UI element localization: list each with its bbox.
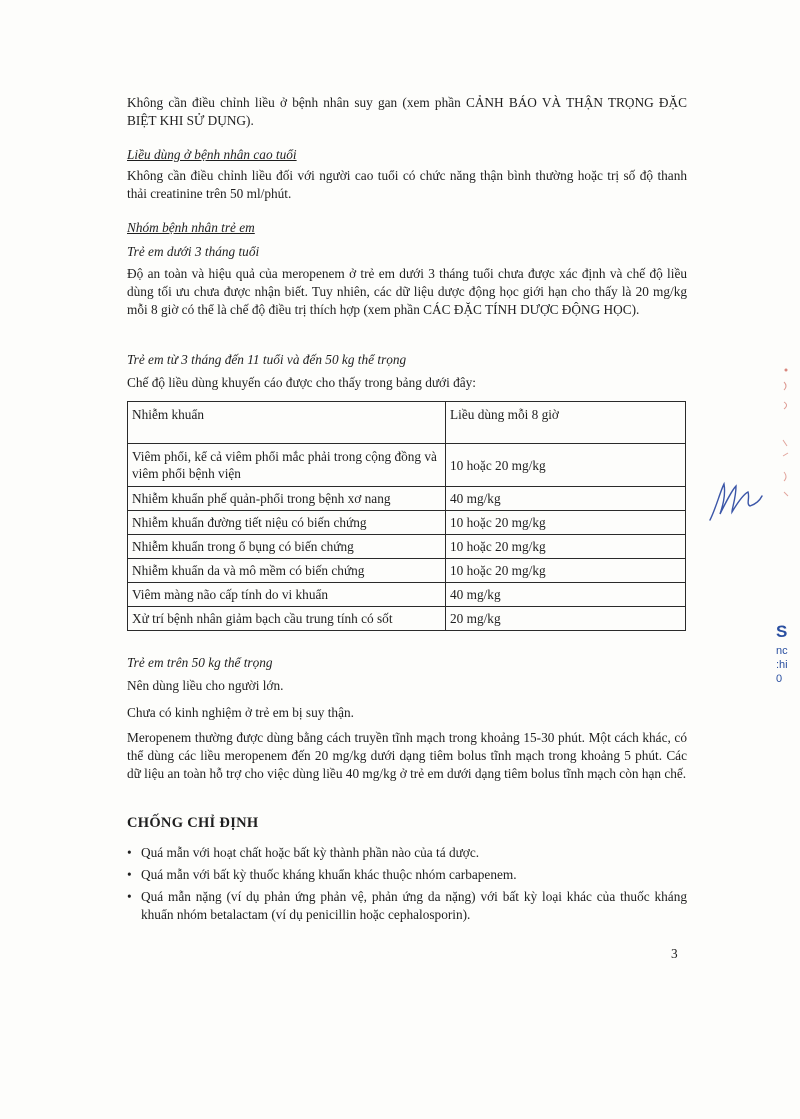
table-row xyxy=(128,487,686,511)
table-cell: Nhiễm khuẩn da và mô mềm có biến chứng xyxy=(128,559,446,583)
edge-text-fragment: nc xyxy=(776,645,788,657)
edge-stamp-fragment-icon xyxy=(772,360,792,510)
elderly-paragraph: Không cần điều chỉnh liều đối với người cao tuổi có chức năng thận bình thường hoặc trị số độ thanh thải creatinine trên 50 ml/phút. xyxy=(127,168,687,201)
table-row xyxy=(128,559,686,583)
table-header-row xyxy=(128,402,686,444)
children-heading: Nhóm bệnh nhân trẻ em xyxy=(127,220,255,235)
table-cell: 40 mg/kg xyxy=(446,487,686,511)
table-cell: Viêm màng não cấp tính do vi khuẩn xyxy=(128,583,446,607)
edge-text-fragment: :hi xyxy=(776,659,788,671)
table-row xyxy=(128,607,686,631)
liver-paragraph: Không cần điều chỉnh liều ở bệnh nhân suy gan (xem phần CẢNH BÁO VÀ THẬN TRỌNG ĐẶC BIỆT KHI SỬ DỤNG). xyxy=(127,95,687,128)
table-header-cell: Liều dùng mỗi 8 giờ xyxy=(446,402,686,444)
table-cell: 10 hoặc 20 mg/kg xyxy=(446,559,686,583)
table-cell: 10 hoặc 20 mg/kg xyxy=(446,444,686,487)
under3-heading: Trẻ em dưới 3 tháng tuổi xyxy=(127,244,260,259)
over50-paragraph: Nên dùng liều cho người lớn. xyxy=(127,678,284,693)
dosage-table xyxy=(127,401,686,631)
elderly-heading: Liều dùng ở bệnh nhân cao tuổi xyxy=(127,147,297,162)
under3-paragraph: Độ an toàn và hiệu quả của meropenem ở trẻ em dưới 3 tháng tuổi chưa được xác định và chế độ liều dùng tối ưu chưa được nhận biết. Tuy nhiên, các dữ liệu dược động học giới hạn cho thấy là 20 mg/kg mỗi 8 giờ có thể là chế độ điều trị thích hợp (xem phần CÁC ĐẶC TÍNH DƯỢC ĐỘNG HỌC). xyxy=(127,266,687,317)
table-row xyxy=(128,583,686,607)
age3to11-heading: Trẻ em từ 3 tháng đến 11 tuổi và đến 50 kg thể trọng xyxy=(127,352,407,367)
list-item: • Quá mẫn nặng (ví dụ phản ứng phản vệ, phản ứng da nặng) với bất kỳ loại khác của thuốc kháng khuẩn nhóm betalactam (ví dụ penicillin hoặc cephalosporin). xyxy=(127,888,687,924)
table-cell: Viêm phổi, kể cả viêm phổi mắc phải trong cộng đồng và viêm phổi bệnh viện xyxy=(128,444,446,487)
table-row xyxy=(128,511,686,535)
table-cell: 20 mg/kg xyxy=(446,607,686,631)
administration-paragraph: Meropenem thường được dùng bằng cách truyền tĩnh mạch trong khoảng 15-30 phút. Một cách khác, có thể dùng các liều meropenem đến 20 mg/kg dưới dạng tiêm bolus tĩnh mạch trong khoảng 5 phút. Các dữ liệu an toàn hỗ trợ cho việc dùng liều 40 mg/kg ở trẻ em dưới dạng tiêm bolus tĩnh mạch còn hạn chế. xyxy=(127,730,687,781)
table-cell: Xử trí bệnh nhân giảm bạch cầu trung tính có sốt xyxy=(128,607,446,631)
edge-text-fragment: 0 xyxy=(776,673,783,685)
renal-paragraph: Chưa có kinh nghiệm ở trẻ em bị suy thận. xyxy=(127,705,354,720)
table-row xyxy=(128,444,686,487)
table-cell: Nhiễm khuẩn phế quản-phổi trong bệnh xơ nang xyxy=(128,487,446,511)
edge-text-fragment: S xyxy=(776,622,788,641)
contraindications-list xyxy=(127,844,687,928)
table-cell: Nhiễm khuẩn đường tiết niệu có biến chứng xyxy=(128,511,446,535)
list-item: • Quá mẫn với hoạt chất hoặc bất kỳ thành phần nào của tá dược. xyxy=(127,844,687,862)
signature-mark xyxy=(706,468,766,528)
page-number: 3 xyxy=(671,946,678,961)
contraindications-heading: CHỐNG CHỈ ĐỊNH xyxy=(127,815,259,831)
table-cell: 40 mg/kg xyxy=(446,583,686,607)
list-item: • Quá mẫn với bất kỳ thuốc kháng khuẩn khác thuộc nhóm carbapenem. xyxy=(127,866,687,884)
table-header-cell: Nhiễm khuẩn xyxy=(128,402,446,444)
table-cell: Nhiễm khuẩn trong ổ bụng có biến chứng xyxy=(128,535,446,559)
table-cell: 10 hoặc 20 mg/kg xyxy=(446,535,686,559)
table-cell: 10 hoặc 20 mg/kg xyxy=(446,511,686,535)
table-row xyxy=(128,535,686,559)
age3to11-intro: Chế độ liều dùng khuyến cáo được cho thấy trong bảng dưới đây: xyxy=(127,375,477,390)
over50-heading: Trẻ em trên 50 kg thể trọng xyxy=(127,655,273,670)
